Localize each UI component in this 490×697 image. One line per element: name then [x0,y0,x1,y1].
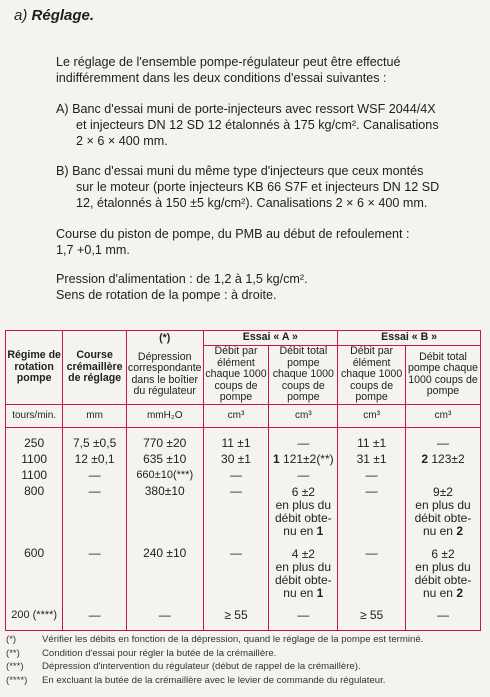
cell-regime: 600 [6,548,63,610]
footnotes [6,633,486,688]
cell-b-total [405,451,480,470]
header-depression: Dépression correspondante dans le boîtier du régulateur [126,346,203,405]
cell-regime: 1100 [6,470,63,486]
course-line: 1,7 +0,1 mm. [56,243,130,257]
unit-b-element: cm³ [338,404,406,427]
intro-paragraph [56,54,476,86]
footnote-marker: (***) [6,661,24,673]
cell-regime: 800 [6,486,63,548]
header-marker: (*) [126,331,203,346]
intro-line: indifféremment dans les deux conditions d'essai suivantes : [56,71,387,85]
pression-paragraph [56,271,476,303]
footnote-marker: (**) [6,647,20,659]
intro-line: Le réglage de l'ensemble pompe-régulateur peut être effectué [56,55,401,69]
cell-course: — [63,470,127,486]
cell-line: en plus du [275,497,332,512]
cell-line: 4 ±2 [291,546,315,561]
rotation-line: Sens de rotation de la pompe : à droite. [56,288,277,302]
section-heading [14,7,94,24]
condition-b-line: sur le moteur (porte injecteurs KB 66 S7F et injecteurs DN 12 SD [76,180,440,194]
cell-course: — [63,610,127,631]
cell-line: nu en [283,523,314,538]
footnote [6,674,486,688]
footnote-marker: (****) [6,675,28,687]
cell-a-element: — [203,486,269,548]
cell-a-total [269,486,338,548]
condition-b-line: B) Banc d'essai muni du même type d'injecteurs que ceux montés [56,164,424,178]
cell-depression: 770 ±20 [126,438,203,454]
footnote-text: En excluant la butée de la crémaillère avec le levier de commande du régulateur. [42,675,386,687]
cell-b-total [405,548,480,610]
group-essai-b: Essai « B » [338,331,481,346]
condition-a-line: et injecteurs DN 12 SD 12 étalonnés à 175 kg/cm². Canalisations [76,118,439,132]
ref-number: 2 [456,523,464,538]
ref-number: 1 [316,585,324,600]
footnote [6,633,486,647]
header-course: Course crémaillère de réglage [63,331,127,405]
cell-b-total: — [405,610,480,631]
cell-course: 12 ±0,1 [63,454,127,470]
table-row [6,610,481,631]
cell-b-total-value: 123±2 [431,451,465,466]
unit-regime: tours/min. [6,404,63,427]
cell-line: nu en [422,585,453,600]
cell-a-total: — [269,470,338,486]
cell-line: en plus du [415,497,471,512]
unit-a-total: cm³ [269,404,338,427]
header-a-debit-total: Débit total pompe chaque 1000 coups de pompe [269,346,338,405]
condition-a-line: A) Banc d'essai muni de porte-injecteurs avec ressort WSF 2044/4X [56,102,436,116]
cell-a-element: — [203,548,269,610]
condition-b-paragraph [56,163,476,211]
cell-a-total: — [269,610,338,631]
cell-b-element: ≥ 55 [338,610,406,631]
header-b-debit-element: Débit par élément chaque 1000 coups de pompe [338,346,406,405]
cell-regime: 200 (****) [6,610,63,631]
cell-b-total: — [405,438,480,454]
ref-number: 2 [456,585,464,600]
condition-a-line: 2 × 6 × 400 mm. [76,134,168,148]
cell-b-element: 31 ±1 [338,454,406,470]
ref-number: 1 [316,523,324,538]
cell-b-element: — [338,470,406,486]
condition-a-paragraph [56,101,476,149]
cell-a-element: 30 ±1 [203,454,269,470]
cell-b-element: — [338,486,406,548]
cell-line: débit obte- [414,572,472,587]
table-row [6,470,481,486]
table-row [6,486,481,548]
footnote-text: Dépression d'intervention du régulateur (début de rappel de la crémaillère). [42,661,361,673]
table-units-row [6,404,481,427]
cell-b-total [405,470,480,486]
unit-b-total: cm³ [405,404,480,427]
cell-line: débit obte- [274,510,332,525]
table-row [6,454,481,470]
cell-b-total [405,486,480,548]
cell-regime: 1100 [6,454,63,470]
ref-number: 1 [273,451,280,466]
cell-a-total-value: 121±2(**) [283,451,334,466]
cell-a-total [269,548,338,610]
cell-depression: 635 ±10 [126,454,203,470]
footnote [6,647,486,661]
footnote-marker: (*) [6,634,17,645]
footnote-text: Vérifier les débits en fonction de la dépression, quand le réglage de la pompe est terminé. [42,634,424,645]
cell-line: débit obte- [274,572,332,587]
cell-line: 6 ±2 [431,546,455,561]
cell-course: 7,5 ±0,5 [63,438,127,454]
cell-depression: 240 ±10 [126,548,203,610]
cell-course: — [63,548,127,610]
header-a-debit-element: Débit par élément chaque 1000 coups de pompe [203,346,269,405]
cell-a-total: — [269,438,338,454]
cell-course: — [63,486,127,548]
pression-line: Pression d'alimentation : de 1,2 à 1,5 kg/cm². [56,272,308,286]
cell-line: débit obte- [414,510,472,525]
course-paragraph [56,226,476,258]
cell-a-element: ≥ 55 [203,610,269,631]
unit-depression: mmH₂O [126,404,203,427]
cell-line: en plus du [415,559,471,574]
cell-b-element: 11 ±1 [338,438,406,454]
cell-line: en plus du [275,559,332,574]
table-row [6,548,481,610]
table-group-header [6,331,481,346]
cell-depression: 380±10 [126,486,203,548]
header-b-debit-total: Débit total pompe chaque 1000 coups de pompe [405,346,480,405]
group-essai-a: Essai « A » [203,331,338,346]
course-line: Course du piston de pompe, du PMB au début de refoulement : [56,227,410,241]
section-title: Réglage. [31,7,95,24]
footnote-text: Condition d'essai pour régler la butée de la crémaillère. [42,647,277,659]
cell-line: nu en [422,523,453,538]
unit-course: mm [63,404,127,427]
header-regime: Régime de rotation pompe [6,331,63,405]
cell-b-element: — [338,548,406,610]
cell-line: 6 ±2 [291,484,315,499]
ref-number: 2 [421,451,429,466]
cell-depression: — [126,610,203,631]
cell-depression: 660±10(***) [126,470,203,486]
cell-a-element: 11 ±1 [203,438,269,454]
footnote [6,660,486,674]
cell-a-element: — [203,470,269,486]
condition-b-line: 12, étalonnés à 150 ±5 kg/cm²). Canalisations 2 × 6 × 400 mm. [76,196,428,210]
unit-a-element: cm³ [203,404,269,427]
cell-regime: 250 [6,438,63,454]
section-number: a) [14,7,28,24]
cell-line: nu en [283,585,314,600]
cell-line: 9±2 [433,484,453,499]
settings-table [5,330,481,631]
